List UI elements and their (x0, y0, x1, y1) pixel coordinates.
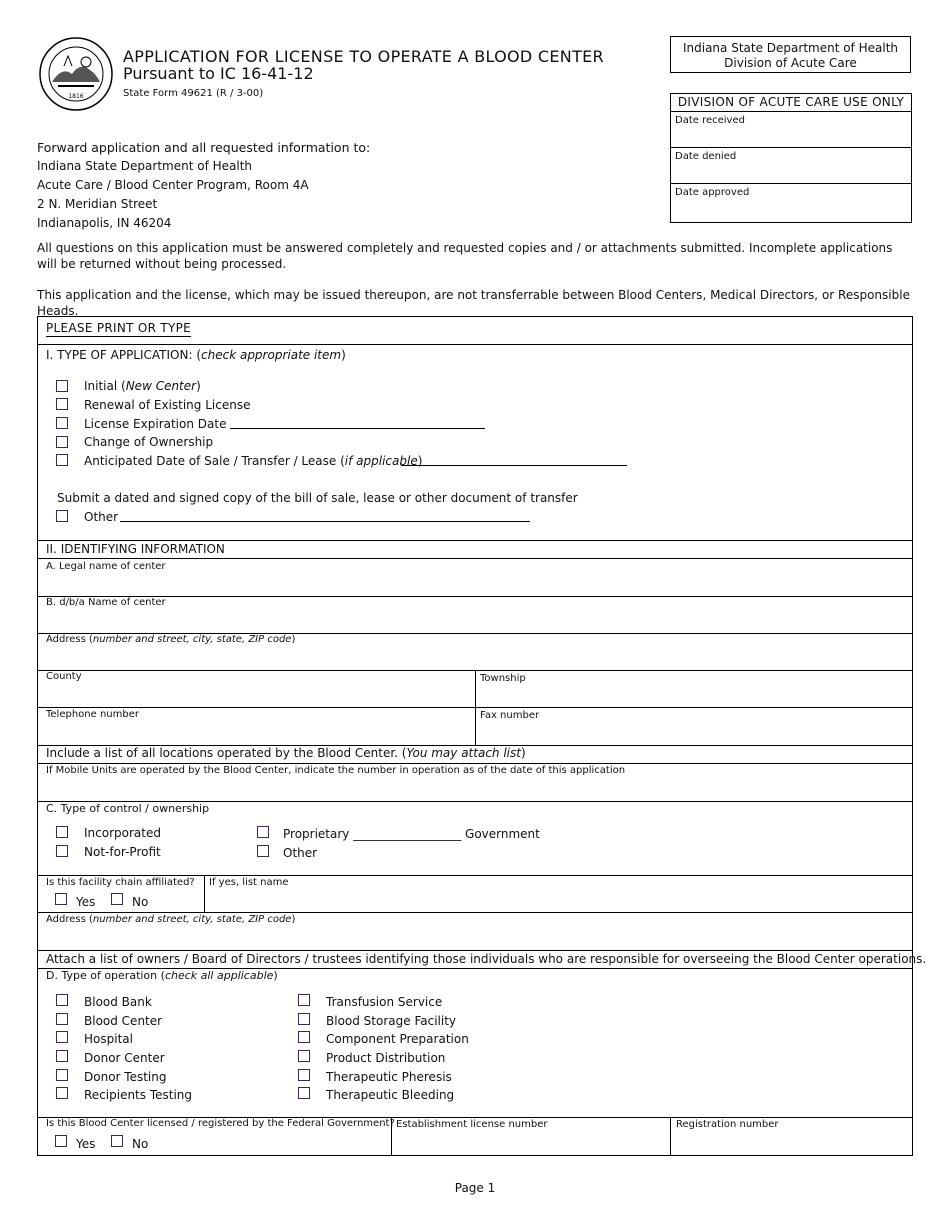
anticipated-checkbox[interactable] (56, 454, 68, 466)
form-subtitle: Pursuant to IC 16-41-12 (123, 64, 314, 83)
control-other-label: Other (283, 846, 318, 860)
left-operation-checkbox[interactable] (56, 1013, 68, 1025)
fax-field[interactable]: Fax number (480, 710, 540, 721)
other-line[interactable] (120, 521, 530, 522)
control-other-checkbox[interactable] (257, 845, 269, 857)
nonprofit-label: Not-for-Profit (84, 845, 161, 859)
divider (37, 875, 913, 876)
left-operation-checkbox[interactable] (56, 1031, 68, 1043)
initial-checkbox[interactable] (56, 380, 68, 392)
forward-line4: Indianapolis, IN 46204 (37, 216, 172, 230)
divider (37, 596, 913, 597)
right-operation-label: Component Preparation (326, 1032, 469, 1046)
chain-no-checkbox[interactable] (111, 893, 123, 905)
divider (37, 344, 913, 345)
left-operation-label: Donor Center (84, 1051, 165, 1065)
divider (37, 950, 913, 951)
county-field[interactable]: County (46, 671, 82, 682)
office-use-box (670, 93, 912, 223)
nonprofit-checkbox[interactable] (56, 845, 68, 857)
left-operation-checkbox[interactable] (56, 1069, 68, 1081)
chain-yes-checkbox[interactable] (55, 893, 67, 905)
federal-question: Is this Blood Center licensed / registered by the Federal Government? (46, 1118, 395, 1129)
office-use-heading: DIVISION OF ACUTE CARE USE ONLY (671, 94, 911, 112)
federal-no-checkbox[interactable] (111, 1135, 123, 1147)
anticipated-date-line[interactable] (401, 465, 627, 466)
initial-label: Initial (New Center) (84, 379, 201, 393)
page-number: Page 1 (454, 1181, 496, 1195)
federal-yes-checkbox[interactable] (55, 1135, 67, 1147)
divider (670, 1117, 671, 1155)
section1-heading: I. TYPE OF APPLICATION: (check appropriate item) (46, 348, 346, 362)
right-operation-label: Therapeutic Bleeding (326, 1088, 455, 1102)
forward-intro: Forward application and all requested information to: (37, 140, 371, 155)
agency-line1: Indiana State Department of Health (682, 41, 898, 55)
change-ownership-label: Change of Ownership (84, 435, 214, 449)
chain-no-label: No (132, 895, 149, 909)
forward-line1: Indiana State Department of Health (37, 159, 253, 173)
registration-number-field[interactable]: Registration number (676, 1119, 779, 1130)
dba-name-field[interactable]: B. d/b/a Name of center (46, 597, 166, 608)
attach-owners-instruction: Attach a list of owners / Board of Directors / trustees identifying those individuals who are responsible for overseeing the Blood Center operations. (46, 952, 927, 966)
date-approved-field[interactable]: Date approved (675, 187, 750, 198)
chain-question: Is this facility chain affiliated? (46, 877, 195, 888)
left-operation-label: Donor Testing (84, 1070, 167, 1084)
right-operation-checkbox[interactable] (298, 1013, 310, 1025)
establishment-license-field[interactable]: Establishment license number (396, 1119, 548, 1130)
divider (37, 912, 913, 913)
right-operation-label: Transfusion Service (326, 995, 443, 1009)
agency-line2: Division of Acute Care (724, 56, 857, 70)
right-operation-checkbox[interactable] (298, 1069, 310, 1081)
chain-name-field[interactable]: If yes, list name (209, 877, 289, 888)
form-title: APPLICATION FOR LICENSE TO OPERATE A BLOOD CENTER (123, 47, 604, 66)
left-operation-label: Recipients Testing (84, 1088, 193, 1102)
federal-no-label: No (132, 1137, 149, 1151)
expiration-label: License Expiration Date (84, 417, 227, 431)
left-operation-label: Hospital (84, 1032, 133, 1046)
chain-address-field[interactable]: Address (number and street, city, state, ZIP code) (46, 914, 296, 925)
other-label: Other (84, 510, 119, 524)
left-operation-label: Blood Center (84, 1014, 163, 1028)
left-operation-checkbox[interactable] (56, 994, 68, 1006)
right-operation-label: Therapeutic Pheresis (326, 1070, 452, 1084)
right-operation-label: Product Distribution (326, 1051, 446, 1065)
left-operation-checkbox[interactable] (56, 1087, 68, 1099)
mobile-units-field[interactable]: If Mobile Units are operated by the Blood Center, indicate the number in operation as of the date of this application (46, 765, 626, 776)
incorporated-checkbox[interactable] (56, 826, 68, 838)
section2-heading: II. IDENTIFYING INFORMATION (46, 542, 225, 556)
address-field[interactable]: Address (number and street, city, state, ZIP code) (46, 634, 296, 645)
divider (37, 558, 913, 559)
control-heading: C. Type of control / ownership (46, 802, 210, 815)
print-or-type: PLEASE PRINT OR TYPE (46, 321, 192, 335)
change-ownership-checkbox[interactable] (56, 436, 68, 448)
forward-line3: 2 N. Meridian Street (37, 197, 158, 211)
submit-instruction: Submit a dated and signed copy of the bill of sale, lease or other document of transfer (57, 491, 578, 505)
seal-year: 1816 (68, 93, 84, 100)
right-operation-label: Blood Storage Facility (326, 1014, 457, 1028)
locations-instruction: Include a list of all locations operated by the Blood Center. (You may attach list) (46, 746, 526, 760)
left-operation-checkbox[interactable] (56, 1050, 68, 1062)
other-checkbox[interactable] (56, 510, 68, 522)
divider (37, 707, 913, 708)
form-number: State Form 49621 (R / 3-00) (123, 88, 264, 99)
right-operation-checkbox[interactable] (298, 1087, 310, 1099)
expiration-date-line[interactable] (230, 428, 485, 429)
notice-complete: All questions on this application must be answered completely and requested copies and / or attachments submitted. Incomplete applications will be returned without being processed. (37, 241, 893, 271)
proprietary-checkbox[interactable] (257, 826, 269, 838)
right-operation-checkbox[interactable] (298, 994, 310, 1006)
operation-heading: D. Type of operation (check all applicable) (46, 969, 278, 982)
telephone-field[interactable]: Telephone number (46, 709, 139, 720)
township-field[interactable]: Township (480, 673, 526, 684)
right-operation-checkbox[interactable] (298, 1031, 310, 1043)
renewal-checkbox[interactable] (56, 398, 68, 410)
indiana-state-seal (38, 36, 114, 112)
notice-transfer: This application and the license, which may be issued thereupon, are not transferrable between Blood Centers, Medical Directors, or Responsible Heads. (37, 288, 910, 318)
expiration-checkbox[interactable] (56, 417, 68, 429)
date-denied-field[interactable]: Date denied (671, 148, 911, 184)
federal-yes-label: Yes (76, 1137, 96, 1151)
legal-name-field[interactable]: A. Legal name of center (46, 561, 166, 572)
divider (37, 540, 913, 541)
renewal-label: Renewal of Existing License (84, 398, 251, 412)
proprietary-label: Proprietary __________________ Government (283, 827, 540, 841)
left-operation-label: Blood Bank (84, 995, 152, 1009)
chain-yes-label: Yes (76, 895, 96, 909)
forward-address (37, 138, 370, 233)
divider (204, 875, 205, 912)
divider (37, 763, 913, 764)
forward-line2: Acute Care / Blood Center Program, Room 4A (37, 178, 309, 192)
right-operation-checkbox[interactable] (298, 1050, 310, 1062)
incorporated-label: Incorporated (84, 826, 161, 840)
date-received-field[interactable]: Date received (671, 112, 911, 148)
agency-box (670, 36, 911, 73)
anticipated-label: Anticipated Date of Sale / Transfer / Lease (if applicable) (84, 454, 423, 468)
